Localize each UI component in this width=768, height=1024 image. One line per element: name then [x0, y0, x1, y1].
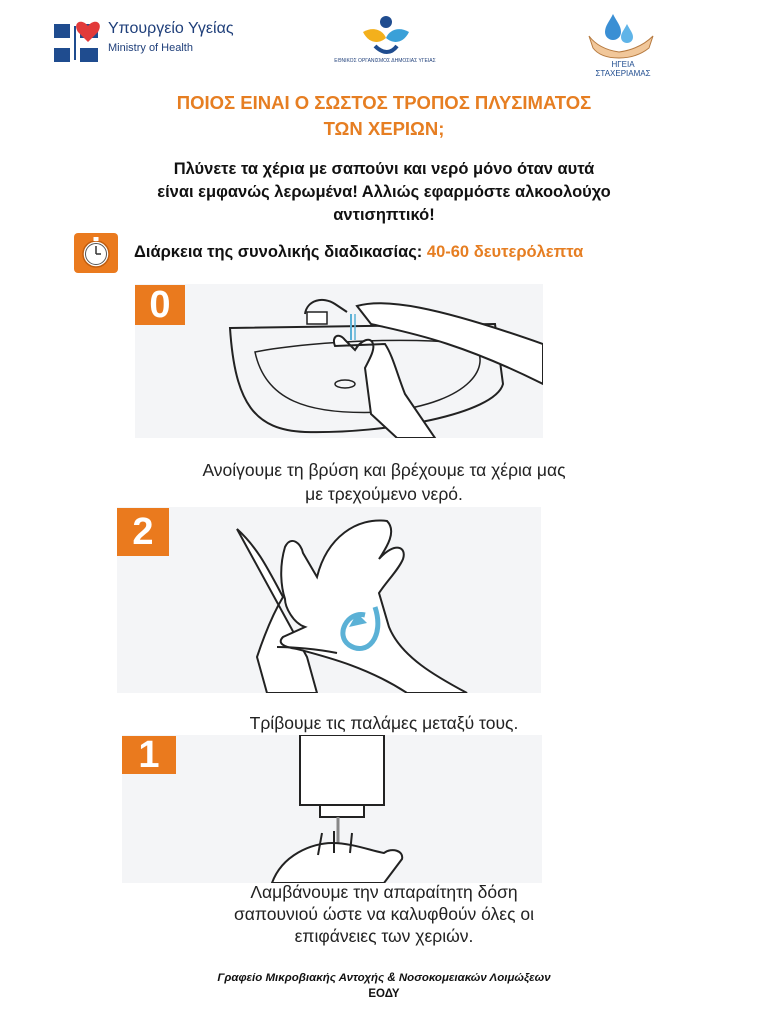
eody-caption: ΕΘΝΙΚΟΣ ΟΡΓΑΝΙΣΜΟΣ ΔΗΜΟΣΙΑΣ ΥΓΕΙΑΣ [334, 58, 436, 64]
step-0-caption [0, 458, 768, 506]
stopwatch-icon [74, 233, 118, 273]
step-1-caption-line-1: Λαμβάνουμε την απαραίτητη δόση [250, 882, 518, 902]
page-title [0, 90, 768, 142]
campaign-text-1: ΗΓΕΙΑ [611, 60, 635, 69]
duration-value: 40-60 δευτερόλεπτα [426, 243, 584, 261]
step-2-caption-line-1: Τρίβουμε τις παλάμες μεταξύ τους. [249, 713, 519, 733]
step-2-illustration [117, 507, 541, 693]
intro-line-3: αντισηπτικό! [333, 206, 435, 224]
title-line-1: ΠΟΙΟΣ ΕΙΝΑΙ Ο ΣΩΣΤΟΣ ΤΡΟΠΟΣ ΠΛΥΣΙΜΑΤΟΣ [176, 92, 592, 113]
step-0-caption-line-1: Ανοίγουμε τη βρύση και βρέχουμε τα χέρια μας [202, 460, 566, 480]
moh-emblem-icon [52, 16, 108, 68]
moh-name-greek: Υπουργείο Υγείας [108, 20, 234, 37]
moh-name-english: Ministry of Health [108, 42, 193, 54]
step-1-illustration [122, 735, 542, 883]
duration-label: Διάρκεια της συνολικής διαδικασίας: [134, 243, 423, 261]
step-1-caption-line-3: επιφάνειες των χεριών. [294, 926, 474, 946]
step-0-illustration [135, 284, 543, 438]
footer [0, 970, 768, 1002]
footer-line-2: ΕΟΔΥ [368, 988, 400, 1000]
step-2-caption [0, 711, 768, 735]
step-number-1: 1 [122, 736, 176, 774]
campaign-text-2: ΣΤΑΧΕΡΙΑΜΑΣ [595, 69, 651, 78]
footer-line-1: Γραφείο Μικροβιακής Αντοχής & Νοσοκομειακών Λοιμώξεων [217, 972, 551, 984]
step-1-caption [0, 881, 768, 947]
campaign-caption [588, 60, 658, 78]
step-number-0: 0 [135, 285, 185, 325]
title-line-2: ΤΩΝ ΧΕΡΙΩΝ; [323, 118, 445, 139]
intro-line-1: Πλύνετε τα χέρια με σαπούνι και νερό μόνο όταν αυτά [173, 160, 595, 178]
step-0-caption-line-2: με τρεχούμενο νερό. [305, 484, 463, 504]
duration-text [134, 243, 583, 262]
step-1-caption-line-2: σαπουνιού ώστε να καλυφθούν όλες οι [233, 904, 535, 924]
step-number-2: 2 [117, 508, 169, 556]
intro-text [0, 158, 768, 227]
eody-logo [355, 10, 417, 60]
intro-line-2: είναι εμφανώς λερωμένα! Αλλιώς εφαρμόστε αλκοολούχο [157, 183, 611, 201]
